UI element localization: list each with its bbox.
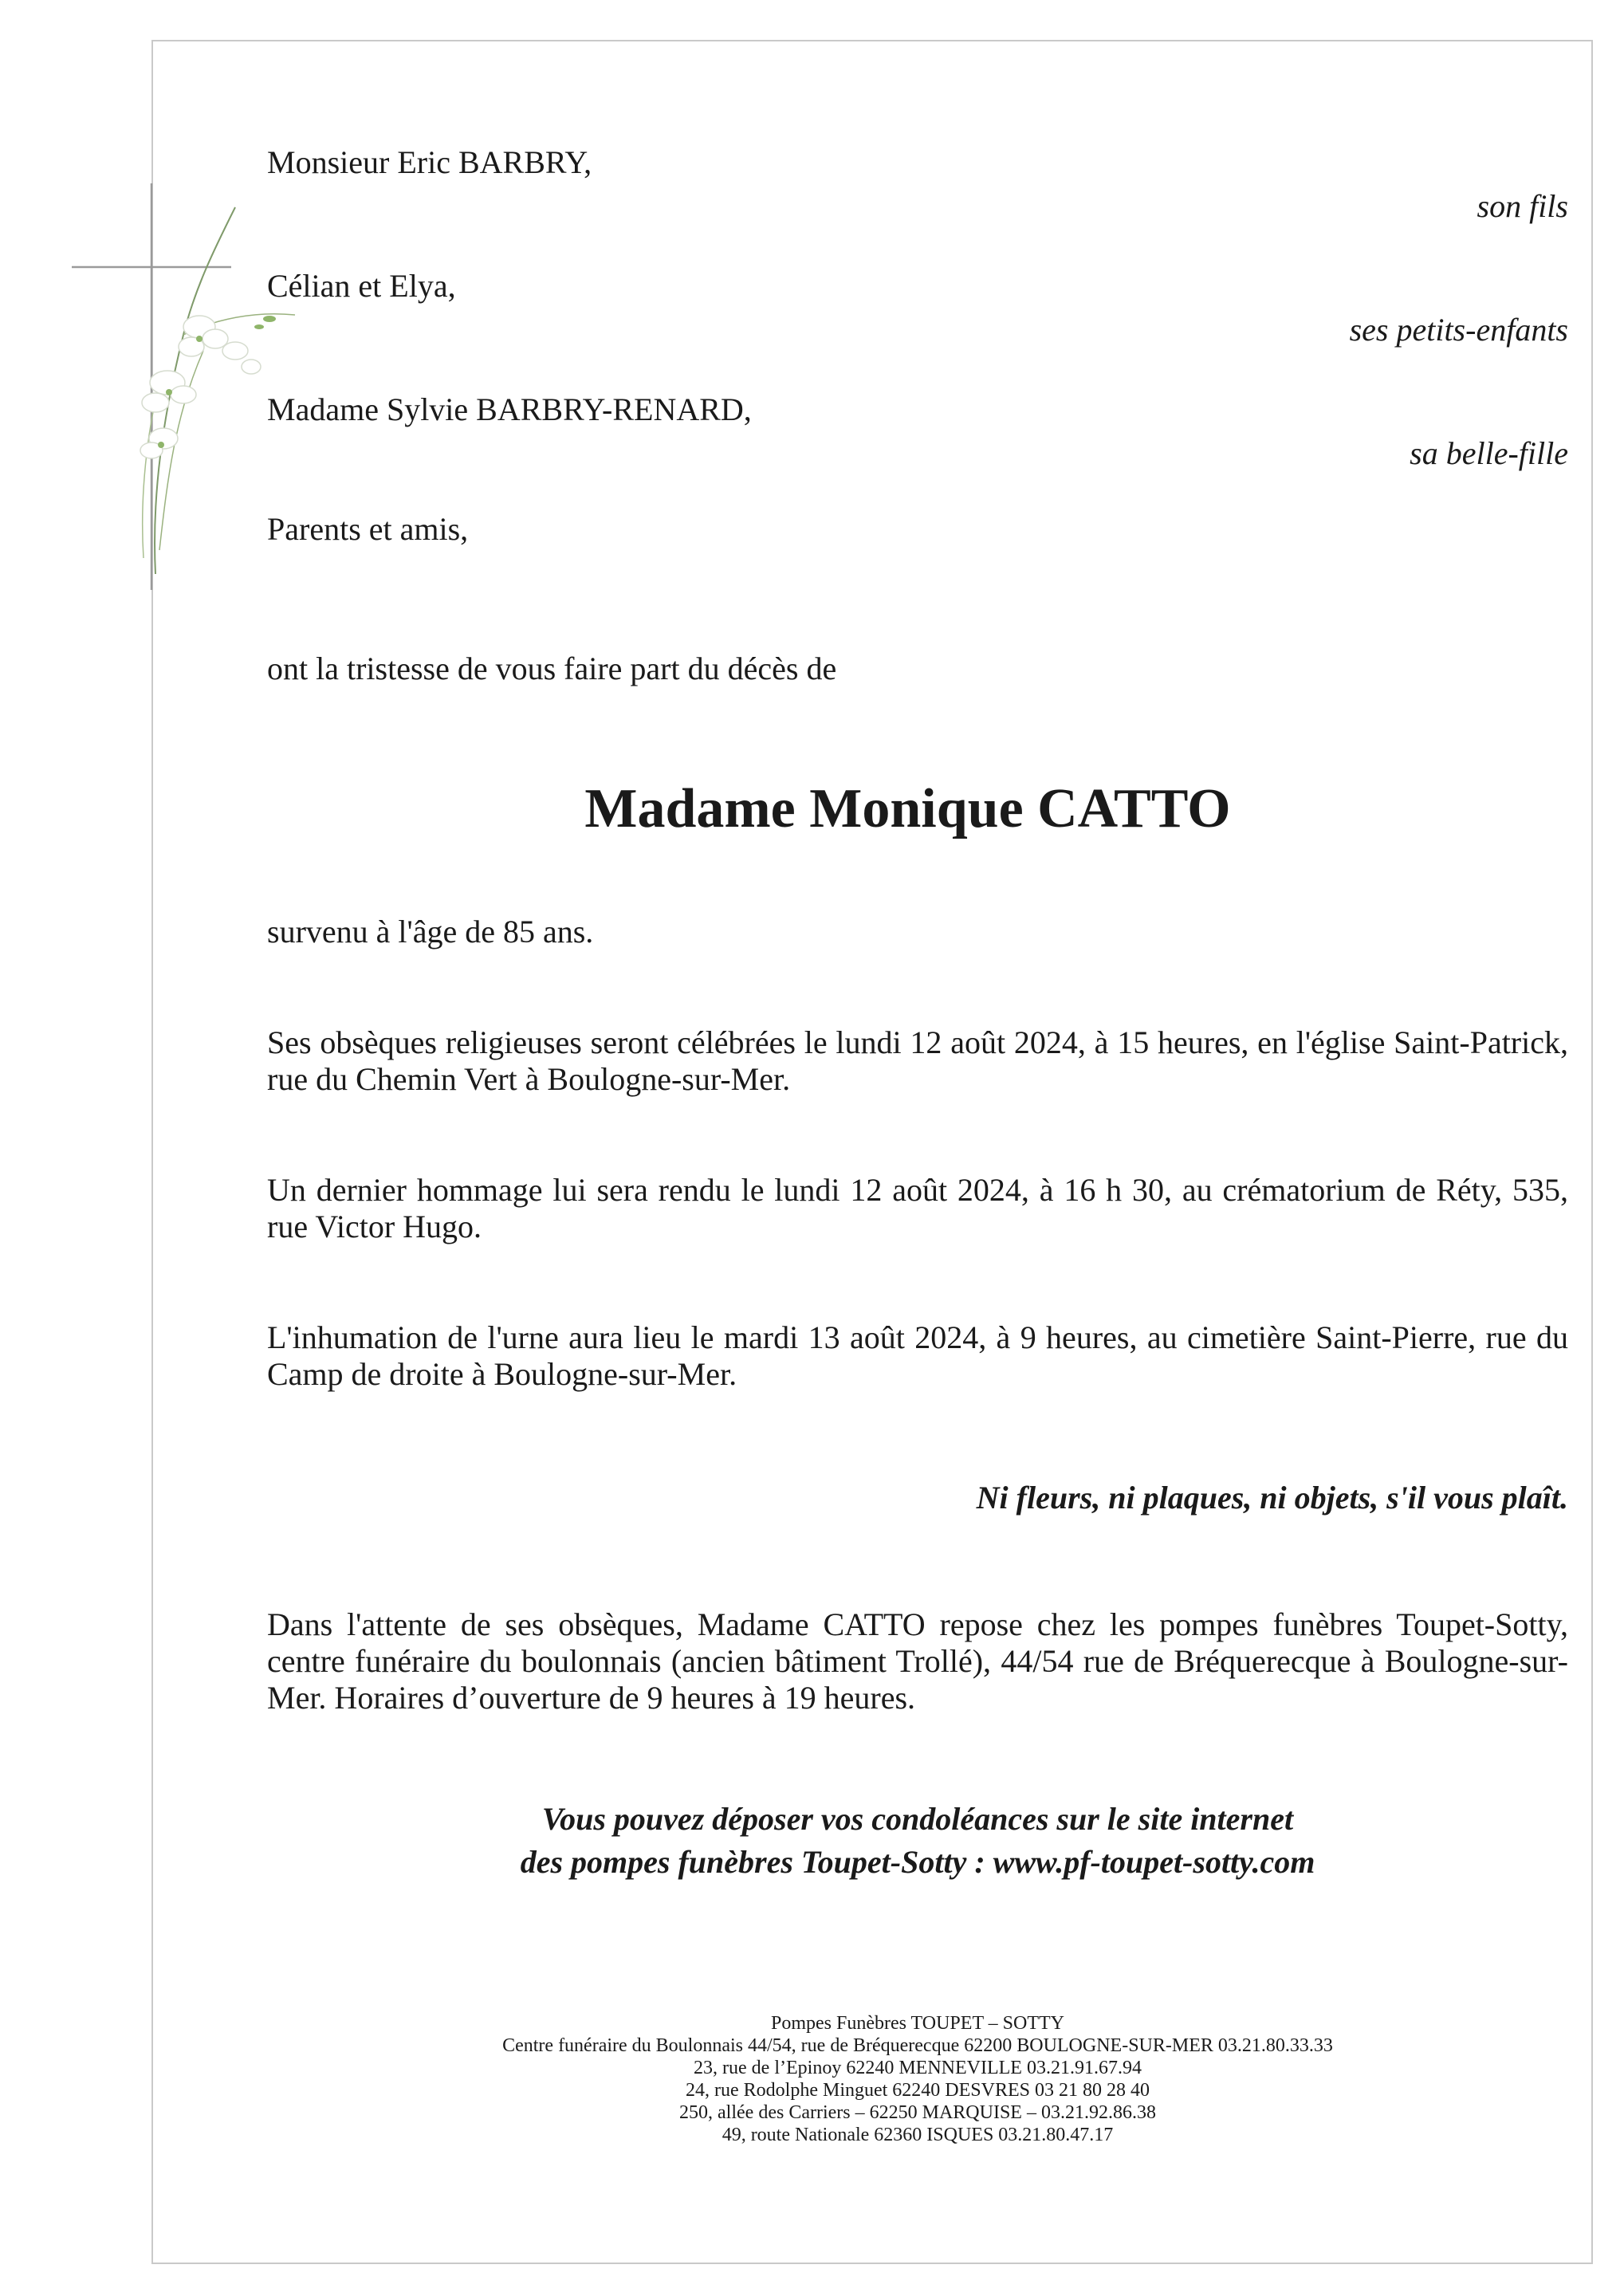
announcement-text: ont la tristesse de vous faire part du décès de (267, 651, 837, 686)
deceased-name: Madame Monique CATTO (584, 778, 1231, 839)
family-name-3: Madame Sylvie BARBRY-RENARD, (267, 391, 752, 427)
tribute-paragraph: Un dernier hommage lui sera rendu le lundi 12 août 2024, à 16 h 30, au crématorium de Réty, 535, rue Victor Hugo. (267, 1172, 1568, 1244)
age-text: survenu à l'âge de 85 ans. (267, 914, 594, 949)
condolences-line-1: Vous pouvez déposer vos condoléances sur le site internet (541, 1801, 1294, 1837)
family-relation-1: son fils (1477, 188, 1568, 224)
burial-paragraph: L'inhumation de l'urne aura lieu le mardi 13 août 2024, à 9 heures, au cimetière Saint-Pierre, rue du Camp de droite à Boulogne-sur-Mer. (267, 1319, 1568, 1392)
family-relation-2: ses petits-enfants (1349, 312, 1568, 348)
family-relation-3: sa belle-fille (1410, 435, 1568, 471)
family-name-1: Monsieur Eric BARBRY, (267, 144, 592, 180)
funeral-paragraph: Ses obsèques religieuses seront célébrées le lundi 12 août 2024, à 15 heures, en l'église Saint-Patrick, rue du Chemin Vert à Boulogne-sur-Mer. (267, 1024, 1568, 1097)
no-flowers-notice: Ni fleurs, ni plaques, ni objets, s'il vous plaît. (976, 1480, 1568, 1516)
footer-line-2: Centre funéraire du Boulonnais 44/54, rue de Bréquerecque 62200 BOULOGNE-SUR-MER 03.21.80.33.33 (502, 2035, 1333, 2056)
footer-line-4: 24, rue Rodolphe Minguet 62240 DESVRES 03 21 80 28 40 (686, 2080, 1150, 2101)
condolences-notice (267, 1798, 1568, 1884)
resting-paragraph: Dans l'attente de ses obsèques, Madame CATTO repose chez les pompes funèbres Toupet-Sotty, centre funéraire du boulonnais (ancien bâtiment Trollé), 44/54 rue de Bréquerecque à Boulogne-sur-Mer. Horaires d’ouverture de 9 heures à 19 heures. (267, 1606, 1568, 1716)
family-name-2: Célian et Elya, (267, 268, 456, 304)
funeral-home-footer (267, 2012, 1568, 2146)
family-name-4: Parents et amis, (267, 511, 469, 547)
footer-line-1: Pompes Funèbres TOUPET – SOTTY (770, 2013, 1064, 2034)
footer-line-5: 250, allée des Carriers – 62250 MARQUISE – 03.21.92.86.38 (679, 2102, 1156, 2123)
footer-line-3: 23, rue de l’Epinoy 62240 MENNEVILLE 03.21.91.67.94 (694, 2058, 1142, 2078)
page-border (151, 40, 1593, 2264)
footer-line-6: 49, route Nationale 62360 ISQUES 03.21.80.47.17 (722, 2125, 1114, 2145)
condolences-line-2: des pompes funèbres Toupet-Sotty : www.pf-toupet-sotty.com (520, 1844, 1315, 1880)
